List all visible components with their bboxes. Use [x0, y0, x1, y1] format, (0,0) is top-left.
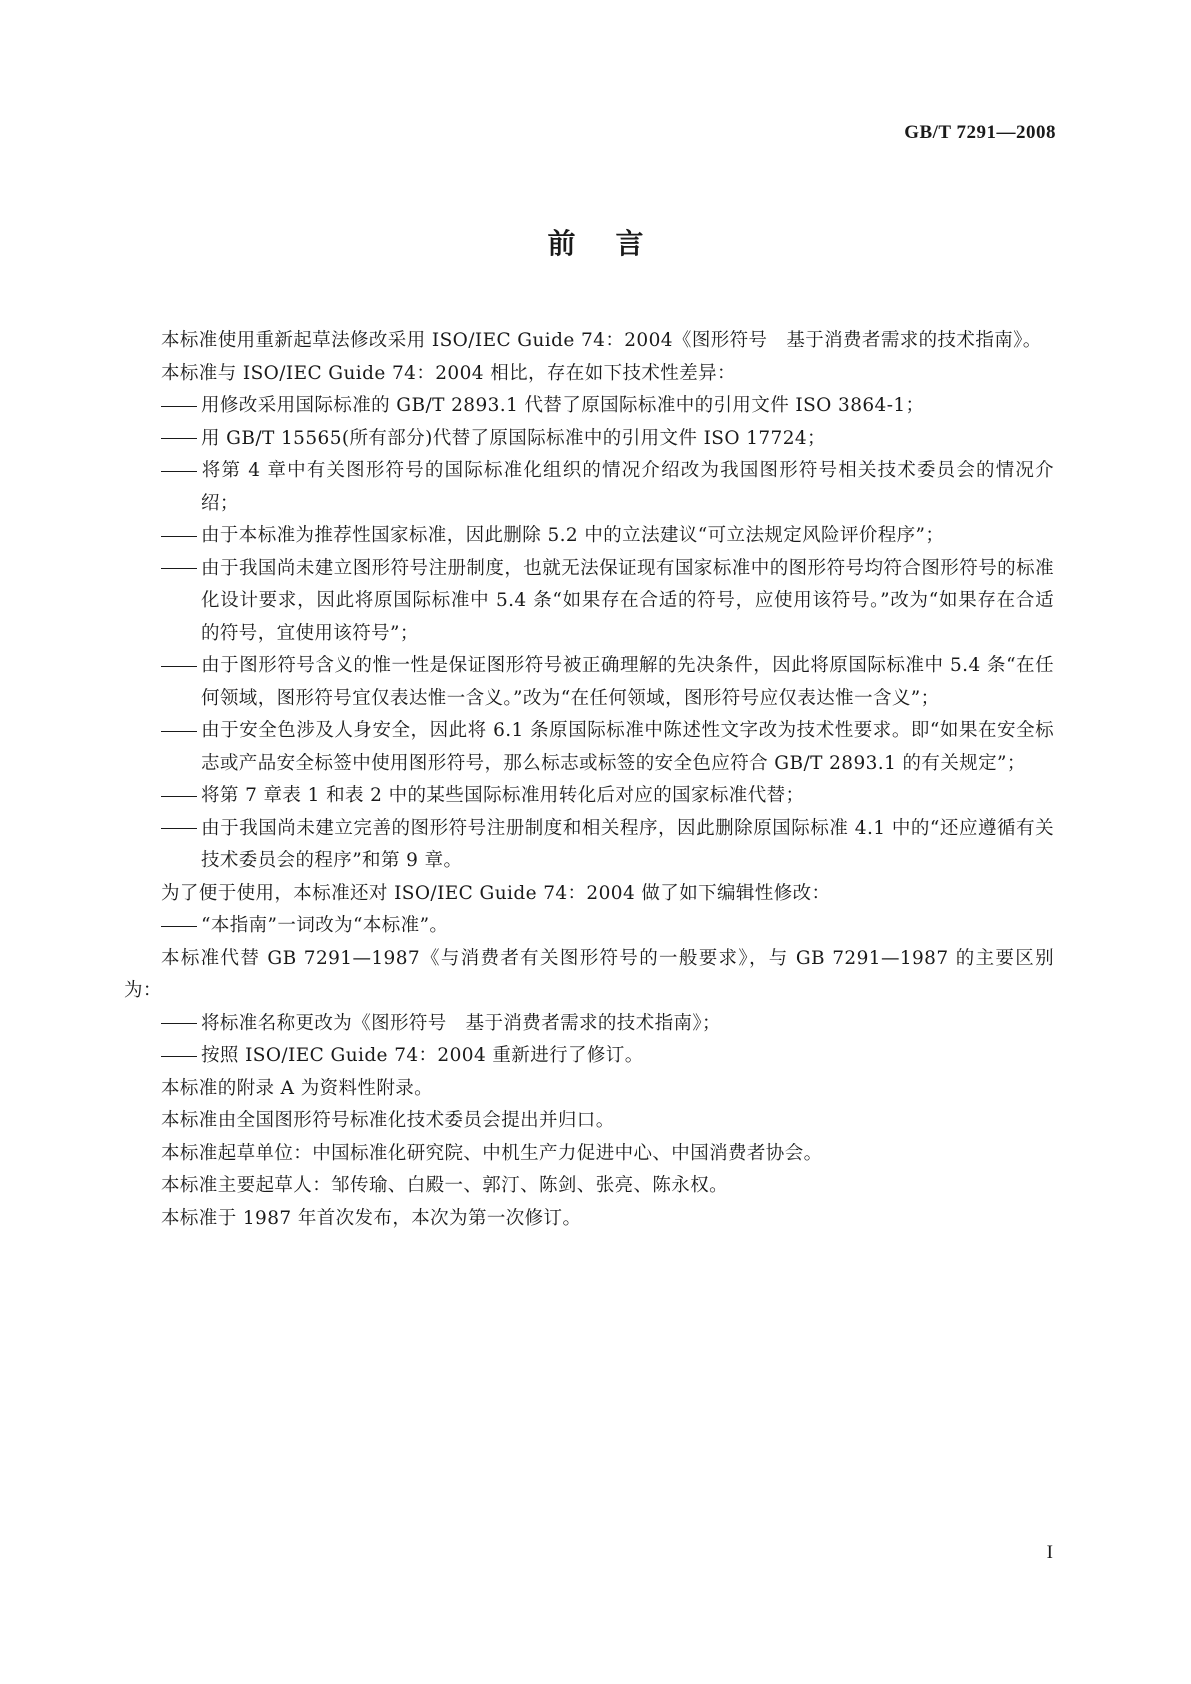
list-item	[124, 520, 1054, 553]
list-item	[124, 423, 1054, 456]
dash-bullet	[161, 390, 201, 423]
dash-bullet	[161, 910, 201, 943]
paragraph: 本标准与 ISO/IEC Guide 74：2004 相比，存在如下技术性差异：	[161, 362, 736, 384]
list-item-text: 将标准名称更改为《图形符号 基于消费者需求的技术指南》；	[201, 1012, 721, 1034]
paragraph: 本标准使用重新起草法修改采用 ISO/IEC Guide 74：2004《图形符号 基于消费者需求的技术指南》。	[161, 330, 1042, 351]
dash-bullet	[161, 650, 201, 683]
dash-bullet	[161, 715, 201, 748]
list-item	[124, 780, 1054, 813]
list-item	[124, 1040, 1054, 1073]
dash-bullet	[161, 1008, 201, 1041]
paragraph: 本标准起草单位：中国标准化研究院、中机生产力促进中心、中国消费者协会。	[161, 1142, 823, 1164]
list-item-text: 由于本标准为推荐性国家标准，因此删除 5.2 中的立法建议“可立法规定风险评价程序”；	[201, 525, 945, 546]
paragraph: 本标准于 1987 年首次发布，本次为第一次修订。	[161, 1207, 582, 1229]
dash-bullet	[161, 553, 201, 586]
standard-number: GB/T 7291—2008	[904, 122, 1056, 143]
list-item	[124, 650, 1054, 715]
page-number: I	[1046, 1542, 1053, 1563]
list-item-text: “本指南”一词改为“本标准”。	[201, 915, 449, 936]
dash-bullet	[161, 780, 201, 813]
dash-bullet	[161, 813, 201, 846]
list-item	[124, 813, 1054, 878]
page-title: 前言	[547, 227, 684, 260]
list-item-text: 由于安全色涉及人身安全，因此将 6.1 条原国际标准中陈述性文字改为技术性要求。即“如果在安全标志或产品安全标签中使用图形符号，那么标志或标签的安全色应符合 GB/T 2893.1 的有关规定”；	[201, 720, 1054, 774]
list-item-text: 按照 ISO/IEC Guide 74：2004 重新进行了修订。	[201, 1045, 644, 1066]
paragraph: 本标准由全国图形符号标准化技术委员会提出并归口。	[161, 1110, 615, 1131]
paragraph: 为了便于使用，本标准还对 ISO/IEC Guide 74：2004 做了如下编辑性修改：	[161, 882, 831, 904]
foreword-body	[124, 325, 1054, 1235]
paragraph: 本标准代替 GB 7291—1987《与消费者有关图形符号的一般要求》，与 GB 7291—1987 的主要区别为：	[124, 947, 1054, 1001]
list-item-text: 由于我国尚未建立完善的图形符号注册制度和相关程序，因此删除原国际标准 4.1 中的“还应遵循有关技术委员会的程序”和第 9 章。	[201, 817, 1054, 871]
list-item	[124, 390, 1054, 423]
list-item	[124, 553, 1054, 651]
dash-bullet	[161, 455, 201, 488]
list-item-text: 将第 7 章表 1 和表 2 中的某些国际标准用转化后对应的国家标准代替；	[201, 785, 805, 806]
list-item-text: 由于我国尚未建立图形符号注册制度，也就无法保证现有国家标准中的图形符号均符合图形符号的标准化设计要求，因此将原国际标准中 5.4 条“如果存在合适的符号，应使用该符号。”改为“如果存在合适的符号，宜使用该符号”；	[201, 557, 1054, 644]
list-item	[124, 715, 1054, 780]
list-item-text: 用修改采用国际标准的 GB/T 2893.1 代替了原国际标准中的引用文件 ISO 3864-1；	[201, 395, 925, 416]
paragraph: 本标准主要起草人：邹传瑜、白殿一、郭汀、陈剑、张亮、陈永权。	[161, 1175, 729, 1196]
list-item	[124, 455, 1054, 520]
list-item-text: 由于图形符号含义的惟一性是保证图形符号被正确理解的先决条件，因此将原国际标准中 5.4 条“在任何领域，图形符号宜仅表达惟一含义。”改为“在任何领域，图形符号应仅表达惟一含义”；	[201, 655, 1054, 709]
list-item	[124, 910, 1054, 943]
list-item-text: 将第 4 章中有关图形符号的国际标准化组织的情况介绍改为我国图形符号相关技术委员会的情况介绍；	[201, 460, 1054, 514]
list-item-text: 用 GB/T 15565(所有部分)代替了原国际标准中的引用文件 ISO 17724；	[201, 427, 826, 449]
paragraph: 本标准的附录 A 为资料性附录。	[161, 1077, 434, 1099]
list-item	[124, 1008, 1054, 1041]
dash-bullet	[161, 520, 201, 553]
dash-bullet	[161, 1040, 201, 1073]
dash-bullet	[161, 423, 201, 456]
